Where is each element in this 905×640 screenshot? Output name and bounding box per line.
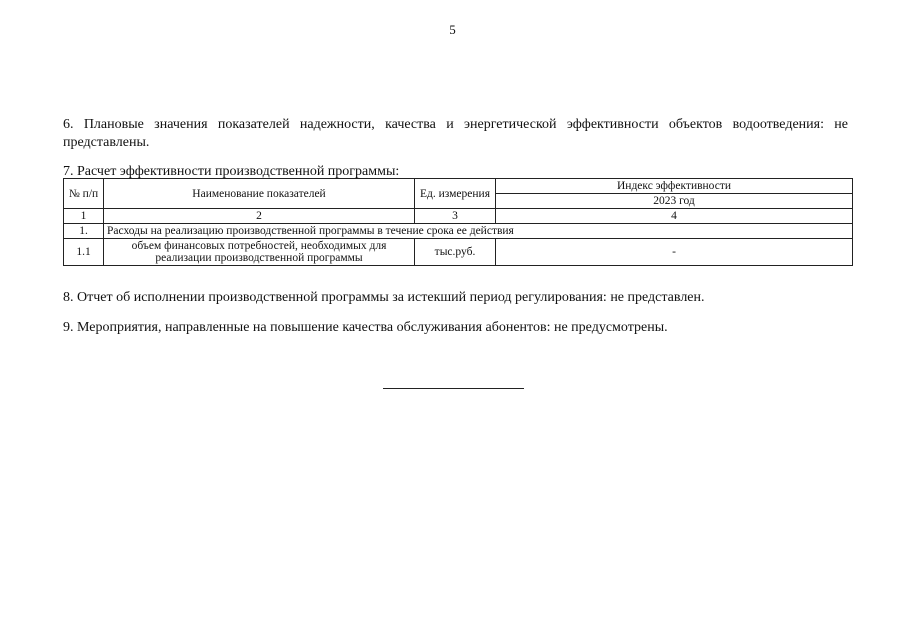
- header-unit: Ед. измерения: [415, 179, 496, 209]
- section-8-paragraph: 8. Отчет об исполнении производственной программы за истекший период регулирования: не представлен.: [63, 290, 705, 305]
- row-unit: тыс.руб.: [415, 239, 496, 266]
- page-number: 5: [449, 22, 456, 37]
- table-group-row: [64, 224, 853, 239]
- numbering-cell: 2: [104, 209, 415, 224]
- row-value: -: [496, 239, 853, 266]
- numbering-cell: 3: [415, 209, 496, 224]
- header-index: Индекс эффективности: [496, 179, 853, 194]
- table-header-row: [64, 179, 853, 194]
- header-name: Наименование показателей: [104, 179, 415, 209]
- header-year: 2023 год: [496, 194, 853, 209]
- header-no: № п/п: [64, 179, 104, 209]
- row-no: 1.1: [64, 239, 104, 266]
- row-name: объем финансовых потребностей, необходимых для реализации производственной программы: [104, 239, 415, 266]
- numbering-cell: 4: [496, 209, 853, 224]
- table-numbering-row: [64, 209, 853, 224]
- section-6-paragraph: 6. Плановые значения показателей надежности, качества и энергетической эффективности объектов водоотведения: не представлены.: [63, 117, 848, 150]
- numbering-cell: 1: [64, 209, 104, 224]
- efficiency-table: [63, 178, 853, 266]
- group-title: Расходы на реализацию производственной программы в течение срока ее действия: [104, 224, 853, 239]
- section-7-title: 7. Расчет эффективности производственной программы:: [63, 164, 400, 179]
- group-no: 1.: [64, 224, 104, 239]
- table-row: [64, 239, 853, 266]
- closing-divider-line: [383, 388, 524, 389]
- section-9-paragraph: 9. Мероприятия, направленные на повышение качества обслуживания абонентов: не предусмотрены.: [63, 320, 668, 335]
